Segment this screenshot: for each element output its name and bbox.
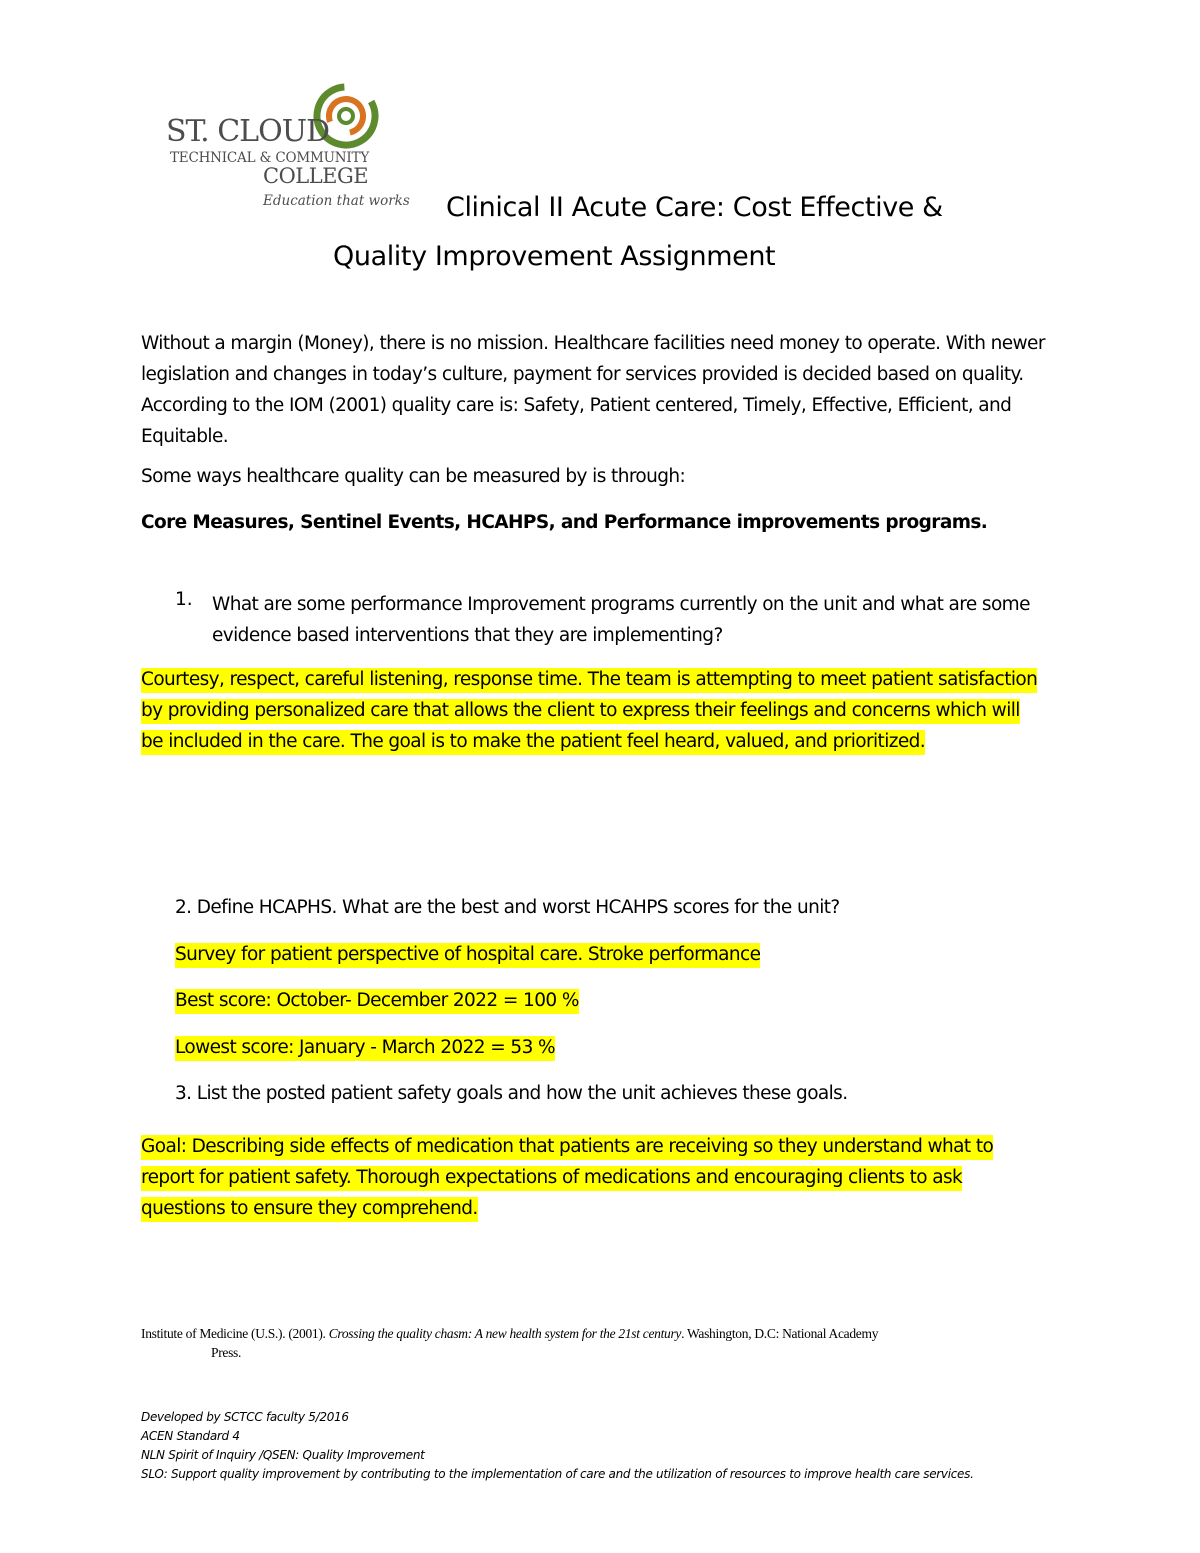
footer-line-3: NLN Spirit of Inquiry /QSEN: Quality Improvement [141, 1448, 425, 1462]
reference-citation [141, 1324, 1061, 1362]
title-line-2: Quality Improvement Assignment [333, 241, 776, 272]
logo-name: ST. CLOUD [166, 114, 330, 149]
footer-line-1: Developed by SCTCC faculty 5/2016 [141, 1410, 349, 1424]
answer-2-text-2: Best score: October- December 2022 = 100 % [175, 989, 579, 1014]
measured-text: Some ways healthcare quality can be measured by is through: [141, 466, 686, 487]
answer-2-line-2 [175, 990, 579, 1011]
title-line-1: Clinical II Acute Care: Cost Effective & [446, 192, 943, 223]
footer-line-4: SLO: Support quality improvement by contributing to the implementation of care and the utilization of resources to improve health care services. [141, 1467, 974, 1481]
answer-3-text: Goal: Describing side effects of medication that patients are receiving so they understand what to report for patient safety. Thorough expectations of medications and encouraging clients to ask questions to ensure they comprehend. [141, 1135, 993, 1222]
question-3-text: 3. List the posted patient safety goals and how the unit achieves these goals. [175, 1083, 848, 1104]
reference-publisher: . Washington, D.C: National Academy [681, 1326, 879, 1341]
reference-author: Institute of Medicine (U.S.). (2001). [141, 1326, 329, 1341]
college-logo [160, 82, 420, 214]
question-2-text: 2. Define HCAPHS. What are the best and worst HCAHPS scores for the unit? [175, 897, 840, 918]
footer-line-2: ACEN Standard 4 [141, 1429, 240, 1443]
answer-2-line-3 [175, 1037, 555, 1058]
measures-list: Core Measures, Sentinel Events, HCAHPS, and Performance improvements programs. [141, 512, 988, 533]
answer-1 [141, 664, 1046, 757]
reference-continuation: Press. [211, 1345, 242, 1360]
answer-3 [141, 1131, 1051, 1224]
answer-1-text: Courtesy, respect, careful listening, response time. The team is attempting to meet patient satisfaction by providing personalized care that allows the client to express their feelings and concerns which will be included in the care. The goal is to make the patient feel heard, valued, and prioritized. [141, 668, 1037, 755]
logo-tagline: Education that works [263, 193, 410, 209]
question-1-number: 1. [175, 589, 193, 610]
logo-subname: TECHNICAL & COMMUNITY [170, 150, 370, 166]
answer-2-text-3: Lowest score: January - March 2022 = 53 % [175, 1036, 555, 1061]
answer-2-line-1 [175, 944, 760, 965]
intro-paragraph: Without a margin (Money), there is no mission. Healthcare facilities need money to operate. With newer legislation and changes in today’s culture, payment for services provided is decided based on quality. According to the IOM (2001) quality care is: Safety, Patient centered, Timely, Effective, Efficient, and Equitable. [141, 333, 1045, 447]
question-1-text: What are some performance Improvement programs currently on the unit and what are some evidence based interventions that they are implementing? [212, 594, 1030, 646]
logo-college: COLLEGE [263, 164, 369, 188]
footer-notes [141, 1408, 974, 1484]
answer-2-text-1: Survey for patient perspective of hospital care. Stroke performance [175, 943, 760, 968]
reference-title: Crossing the quality chasm: A new health system for the 21st century [328, 1326, 682, 1341]
